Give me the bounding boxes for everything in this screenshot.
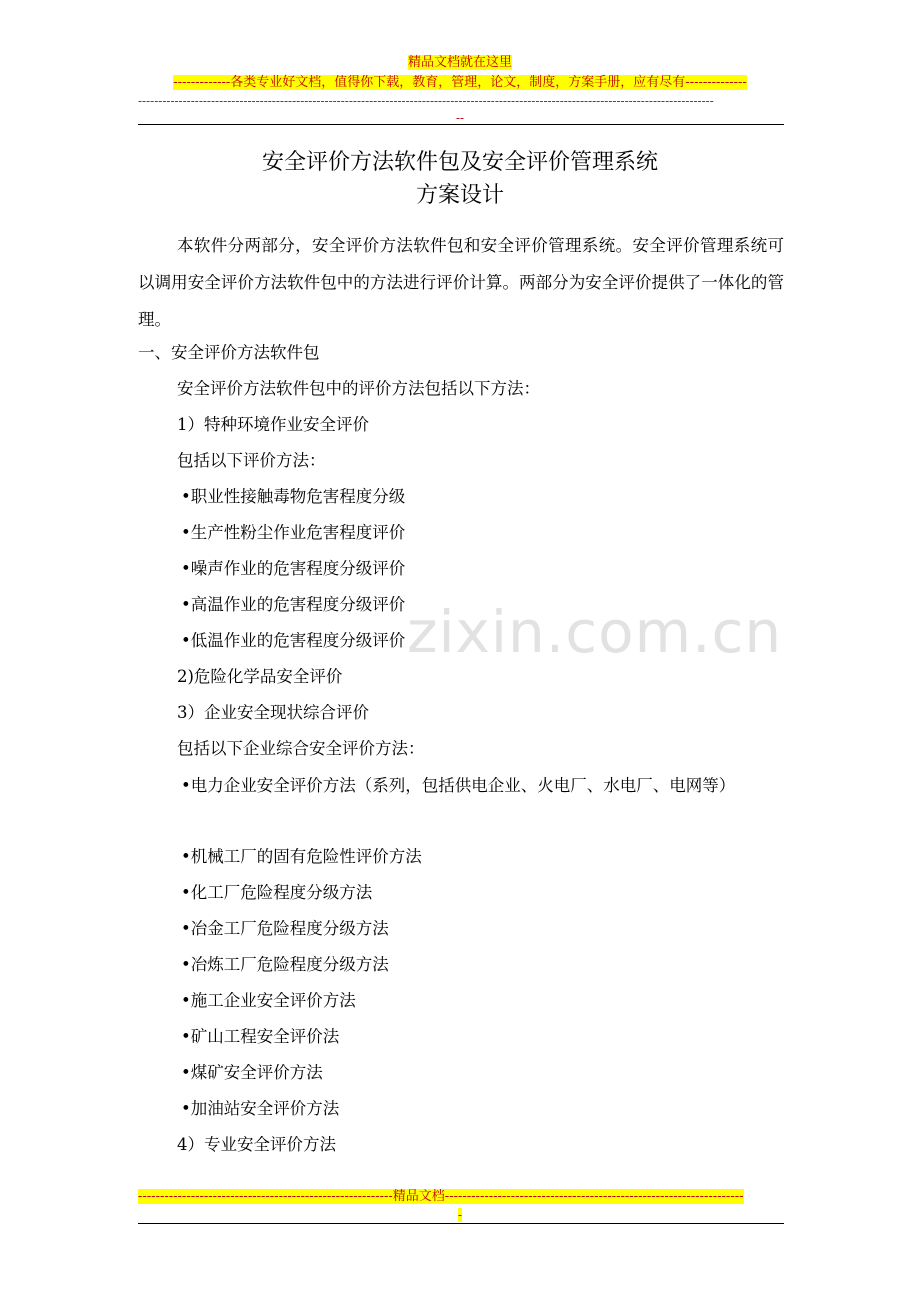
header-rule bbox=[138, 124, 784, 125]
header-slogan bbox=[0, 75, 920, 91]
list-item: •矿山工程安全评价法 bbox=[181, 1027, 340, 1046]
footer-tail bbox=[0, 1207, 920, 1223]
section-heading: 一、安全评价方法软件包 bbox=[138, 343, 320, 362]
footer-line bbox=[138, 1189, 784, 1205]
header-title bbox=[0, 55, 920, 71]
header-title-text: 精品文档就在这里 bbox=[407, 55, 512, 70]
list-item: •冶金工厂危险程度分级方法 bbox=[181, 919, 389, 938]
page-title: 安全评价方法软件包及安全评价管理系统 bbox=[261, 150, 658, 175]
footer-right-dash: -------------------------------------------------------------------- bbox=[444, 1189, 744, 1204]
footer-tail-text: - bbox=[457, 1208, 463, 1222]
list-item: •冶炼工厂危险程度分级方法 bbox=[181, 955, 389, 974]
header-dash-tail: -- bbox=[455, 111, 465, 125]
header-slogan-text: -------------各类专业好文档，值得你下载，教育，管理，论文，制度，方案手册，应有尽有-------------- bbox=[173, 75, 747, 90]
list-item: •煤矿安全评价方法 bbox=[181, 1063, 323, 1082]
list-item: •职业性接触毒物危害程度分级 bbox=[181, 487, 406, 506]
header-dash-line: ---------------------------------------------------------------------------------------------------------------------------------------------- bbox=[138, 94, 714, 108]
section-intro: 安全评价方法软件包中的评价方法包括以下方法： bbox=[177, 379, 540, 398]
item-heading: 2)危险化学品安全评价 bbox=[177, 667, 343, 686]
list-item: •加油站安全评价方法 bbox=[181, 1099, 340, 1118]
list-item: •高温作业的危害程度分级评价 bbox=[181, 595, 406, 614]
list-item: •施工企业安全评价方法 bbox=[181, 991, 356, 1010]
item-subheading: 包括以下企业综合安全评价方法： bbox=[177, 739, 425, 758]
watermark: zixin.com.cn bbox=[407, 598, 783, 666]
footer-label: 精品文档 bbox=[392, 1189, 445, 1204]
item-subheading: 包括以下评价方法： bbox=[177, 451, 326, 470]
footer-left-dash: ---------------------------------------------------------- bbox=[138, 1189, 393, 1204]
list-item-long: •电力企业安全评价方法（系列，包括供电企业、火电厂、水电厂、电网等） bbox=[181, 776, 736, 795]
item-heading: 3）企业安全现状综合评价 bbox=[177, 703, 369, 722]
list-item: •机械工厂的固有危险性评价方法 bbox=[181, 847, 422, 866]
intro-paragraph: 本软件分两部分，安全评价方法软件包和安全评价管理系统。安全评价管理系统可以调用安全评价方法软件包中的方法进行评价计算。两部分为安全评价提供了一体化的管理。 bbox=[138, 236, 784, 329]
list-item: •化工厂危险程度分级方法 bbox=[181, 883, 373, 902]
footer-rule bbox=[138, 1223, 784, 1224]
item-heading: 1）特种环境作业安全评价 bbox=[177, 415, 369, 434]
list-item: •低温作业的危害程度分级评价 bbox=[181, 631, 406, 650]
list-item: •生产性粉尘作业危害程度评价 bbox=[181, 523, 406, 542]
page-subtitle: 方案设计 bbox=[415, 183, 504, 208]
item-heading: 4）专业安全评价方法 bbox=[177, 1135, 336, 1154]
list-item: •噪声作业的危害程度分级评价 bbox=[181, 559, 406, 578]
